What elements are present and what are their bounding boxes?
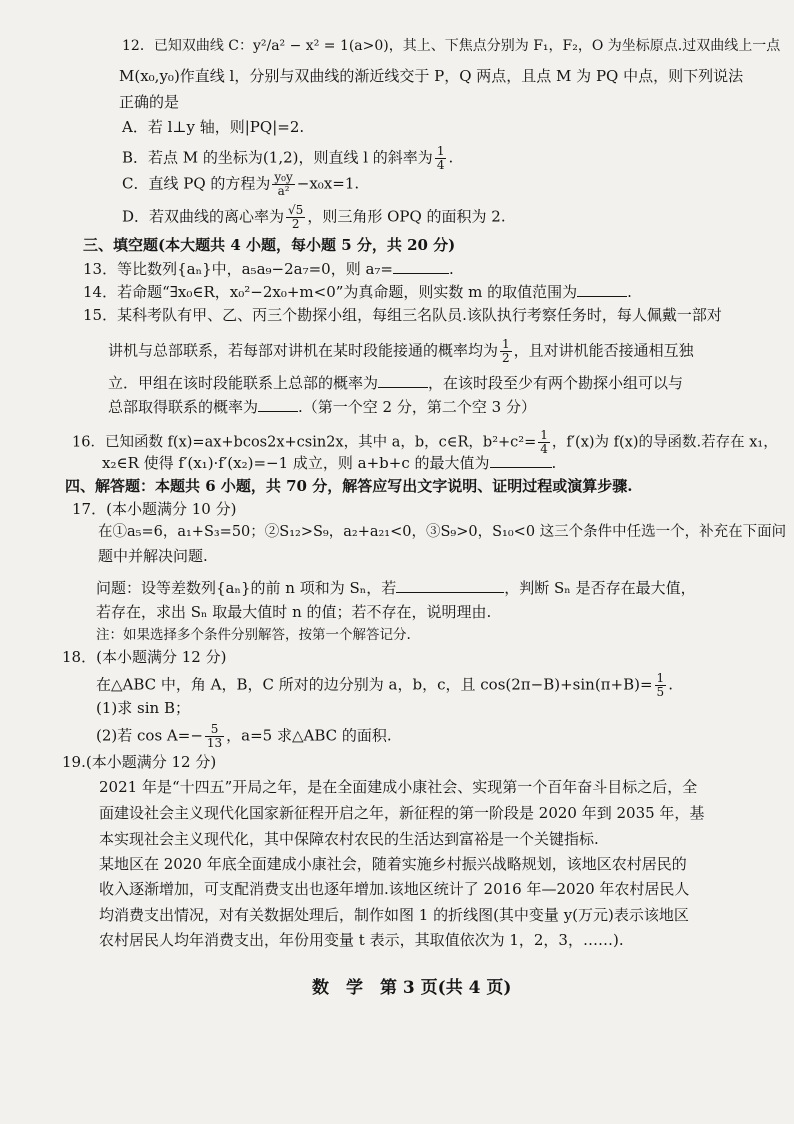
fraction: $\frac{5}{13}$ xyxy=(206,722,223,750)
section4-heading: 四、解答题：本题共 6 小题，共 70 分，解答应写出文字说明、证明过程或演算步骤. xyxy=(65,477,633,495)
answer-blank xyxy=(378,373,428,388)
q16-line1: 16．已知函数 f(x)=ax+bcos2x+csin2x，其中 a，b，c∈R，b²+c²= $\frac{1}{4}$ ，f′(x)为 f(x)的导函数.若存在 x₁， xyxy=(72,428,778,456)
q19-line4: 某地区在 2020 年底全面建成小康社会，随着实施乡村振兴战略规划，该地区农村居民的 xyxy=(99,855,687,873)
q15-line4: 总部取得联系的概率为 .（第一个空 2 分，第二个空 3 分） xyxy=(108,398,536,416)
q19-line7: 农村居民人均年消费支出，年份用变量 t 表示，其取值依次为 1，2，3，……). xyxy=(99,931,624,949)
q18-line1: 在△ABC 中，角 A，B，C 所对的边分别为 a，b，c，且 cos(2π−B)+sin(π+B)= $\frac{1}{5}$ . xyxy=(96,671,673,699)
q18-part2: (2)若 cos A=− $\frac{5}{13}$ ，a=5 求△ABC 的面积. xyxy=(96,722,392,750)
q19-title: 19.(本小题满分 12 分) xyxy=(62,753,217,771)
answer-blank xyxy=(258,397,298,412)
q18-part1: (1)求 sin B； xyxy=(96,699,190,717)
q17-line3: 问题：设等差数列{aₙ}的前 n 项和为 Sₙ，若 ，判断 Sₙ 是否存在最大值， xyxy=(96,579,696,597)
q12-option-c: C．直线 PQ 的方程为 $\frac{\text{y₀y}}{\text{a²}}$ −x₀x=1. xyxy=(122,170,360,198)
q19-line6: 均消费支出情况，对有关数据处理后，制作如图 1 的折线图(其中变量 y(万元)表示该地区 xyxy=(99,906,689,924)
q12-line1: 12．已知双曲线 C：y²/a² − x² = 1(a>0)，其上、下焦点分别为 F₁，F₂，O 为坐标原点.过双曲线上一点 xyxy=(122,38,781,54)
q19-line5: 收入逐渐增加，可支配消费支出也逐年增加.该地区统计了 2016 年—2020 年农村居民人 xyxy=(99,880,690,898)
answer-blank xyxy=(577,282,627,297)
q17-title: 17．(本小题满分 10 分) xyxy=(72,500,237,518)
fraction: $\frac{\text{y₀y}}{\text{a²}}$ xyxy=(274,170,293,198)
fraction: $\frac{1}{4}$ xyxy=(436,144,445,172)
answer-blank xyxy=(490,453,552,468)
q15-line3: 立．甲组在该时段能联系上总部的概率为 ，在该时段至少有两个勘探小组可以与 xyxy=(108,374,684,392)
q12-line2: M(x₀,y₀)作直线 l，分别与双曲线的渐近线交于 P，Q 两点，且点 M 为 PQ 中点，则下列说法 xyxy=(119,67,744,85)
q17-line4: 若存在，求出 Sₙ 取最大值时 n 的值；若不存在，说明理由. xyxy=(96,603,492,621)
q17-note: 注：如果选择多个条件分别解答，按第一个解答记分. xyxy=(96,627,411,643)
q12-option-b: B．若点 M 的坐标为(1,2)，则直线 l 的斜率为 $\frac{1}{4}$ . xyxy=(122,144,454,172)
q12-option-d: D．若双曲线的离心率为 $\frac{√5}{2}$ ，则三角形 OPQ 的面积为 2. xyxy=(122,203,506,231)
q12-option-a: A．若 l⊥y 轴，则|PQ|=2. xyxy=(122,118,305,136)
q19-line1: 2021 年是“十四五”开局之年，是在全面建成小康社会、实现第一个百年奋斗目标之后，全 xyxy=(99,778,698,796)
q15-line1: 15．某科考队有甲、乙、丙三个勘探小组，每组三名队员.该队执行考察任务时，每人佩戴一部对 xyxy=(83,306,722,324)
q16-line2: x₂∈R 使得 f′(x₁)·f′(x₂)=−1 成立，则 a+b+c 的最大值为 . xyxy=(102,454,557,472)
q19-line3: 本实现社会主义现代化，其中保障农村农民的生活达到富裕是一个关键指标. xyxy=(99,830,599,848)
fraction: $\frac{1}{2}$ xyxy=(502,337,510,365)
q17-line1: 在①a₅=6，a₁+S₃=50；②S₁₂>S₉，a₂+a₂₁<0，③S₉>0，S₁₀<0 这三个条件中任选一个，补充在下面问 xyxy=(98,524,787,540)
fraction: $\frac{√5}{2}$ xyxy=(288,203,304,231)
q12-line3: 正确的是 xyxy=(119,93,180,111)
q15-line2: 讲机与总部联系，若每部对讲机在某时段能接通的概率均为 $\frac{1}{2}$ ，且对讲机能否接通相互独 xyxy=(108,337,694,365)
q17-line2: 题中并解决问题. xyxy=(98,547,208,565)
q14-text: 14．若命题“∃x₀∈R，x₀²−2x₀+m<0”为真命题，则实数 m 的取值范围为 . xyxy=(83,283,632,301)
section3-heading: 三、填空题(本大题共 4 小题，每小题 5 分，共 20 分) xyxy=(83,236,456,254)
answer-blank xyxy=(393,259,449,274)
q13-text: 13．等比数列{aₙ}中，a₅a₉−2a₇=0，则 a₇= . xyxy=(83,260,454,278)
fraction: $\frac{1}{4}$ xyxy=(540,428,548,456)
page-footer: 数 学 第 3 页(共 4 页) xyxy=(312,978,512,998)
answer-blank xyxy=(396,578,504,593)
fraction: $\frac{1}{5}$ xyxy=(656,671,665,699)
q18-title: 18．(本小题满分 12 分) xyxy=(62,648,227,666)
q19-line2: 面建设社会主义现代化国家新征程开启之年，新征程的第一阶段是 2020 年到 2035 年，基 xyxy=(99,804,705,822)
